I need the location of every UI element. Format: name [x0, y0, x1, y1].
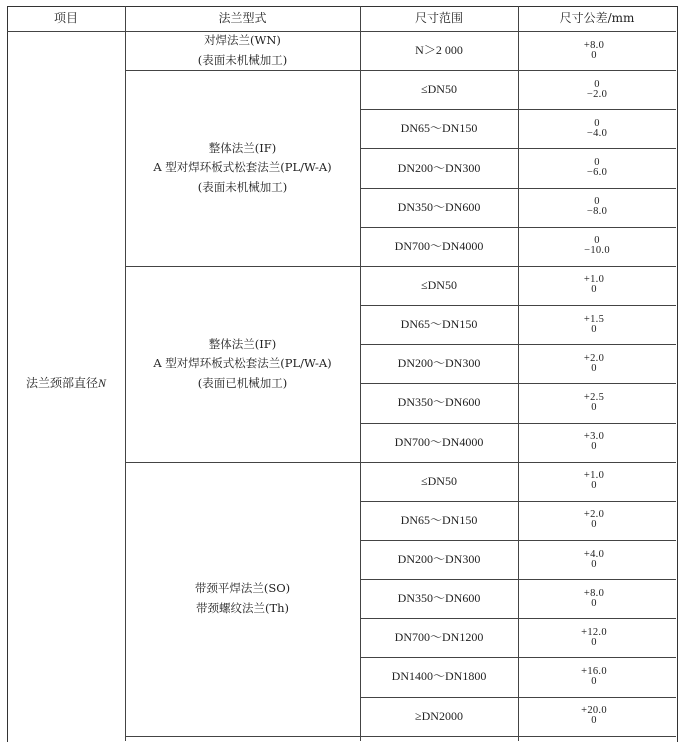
- tolerance-cell: [518, 344, 676, 383]
- tolerance-upper: +16.0: [581, 665, 607, 677]
- flange-type-line: A 型对焊环板式松套法兰(PL/W-A): [153, 356, 332, 371]
- flange-type-line: 带颈螺纹法兰(Th): [195, 600, 290, 615]
- flange-type-line: A 型对焊环板式松套法兰(PL/W-A): [153, 160, 332, 175]
- tolerance-cell: [518, 501, 676, 540]
- tolerance-cell: [518, 305, 676, 344]
- size-range-cell: DN200～DN300: [397, 356, 481, 371]
- flange-type-line: 带颈平焊法兰(SO): [194, 581, 291, 596]
- tolerance-upper: +2.0: [583, 352, 605, 364]
- size-range-cell: DN700～DN1200: [394, 630, 484, 645]
- size-range-cell: DN350～DN600: [397, 199, 481, 214]
- flange-type-line: (表面未机械加工): [197, 52, 288, 67]
- flange-type-line: 整体法兰(IF): [208, 336, 277, 351]
- size-range-cell: DN1400～DN1800: [391, 669, 487, 684]
- tolerance-lower: −4.0: [586, 127, 608, 139]
- header-size-range: 尺寸范围: [414, 11, 463, 25]
- size-range-cell: DN350～DN600: [397, 395, 481, 410]
- flange-type-line: (表面已机械加工): [197, 375, 288, 390]
- tolerance-cell: [518, 227, 676, 266]
- tolerance-lower: 0: [591, 284, 597, 296]
- size-range-cell: N＞2 000: [415, 43, 463, 58]
- tolerance-cell: [518, 70, 676, 109]
- size-range-cell: DN200～DN300: [397, 160, 481, 175]
- flange-type-cell: [125, 266, 360, 462]
- item-label: 法兰颈部直径: [25, 375, 98, 390]
- flange-type-line: 整体法兰(IF): [208, 140, 277, 155]
- tolerance-upper: +1.0: [583, 274, 605, 286]
- tolerance-cell: [518, 148, 676, 187]
- tolerance-cell: [518, 657, 676, 696]
- tolerance-upper: 0: [594, 117, 600, 129]
- flange-type-cell: [125, 70, 360, 266]
- tolerance-lower: 0: [591, 323, 597, 335]
- size-range-cell: ≤DN50: [421, 473, 457, 488]
- size-range-cell: DN350～DN600: [397, 591, 481, 606]
- item-symbol: N: [98, 375, 107, 390]
- tolerance-upper: +2.5: [583, 391, 605, 403]
- size-range-cell: ≥DN2000: [415, 708, 463, 723]
- tolerance-cell: [518, 579, 676, 618]
- tolerance-upper: +1.0: [583, 470, 605, 482]
- tolerance-upper: 0: [594, 157, 600, 168]
- tolerance-upper: +2.0: [583, 509, 605, 521]
- tolerance-lower: 0: [591, 49, 597, 61]
- header-tolerance: 尺寸公差/mm: [559, 11, 635, 25]
- size-range-cell: DN700～DN4000: [394, 238, 484, 253]
- tolerance-lower: 0: [591, 715, 597, 727]
- tolerance-upper: +8.0: [583, 587, 605, 599]
- size-range-cell: DN200～DN300: [397, 552, 481, 566]
- tolerance-lower: 0: [591, 362, 597, 374]
- tolerance-upper: +12.0: [581, 626, 607, 638]
- tolerance-cell: [518, 383, 676, 422]
- tolerance-lower: 0: [591, 519, 597, 531]
- flange-type-cell: [125, 462, 360, 736]
- header-flange-type: 法兰型式: [218, 11, 267, 25]
- tolerance-lower: 0: [591, 597, 597, 609]
- size-range-cell: DN700～DN4000: [394, 434, 484, 449]
- size-range-cell: ≤DN50: [421, 277, 457, 292]
- tolerance-upper: +20.0: [581, 705, 607, 717]
- tolerance-lower: 0: [591, 441, 597, 453]
- tolerance-upper: 0: [594, 78, 600, 90]
- size-range-cell: ≤DN50: [421, 82, 457, 97]
- tolerance-lower: −10.0: [584, 245, 610, 257]
- tolerance-lower: −2.0: [586, 88, 608, 100]
- tolerance-cell: [518, 109, 676, 148]
- tolerance-lower: 0: [591, 480, 597, 492]
- tolerance-upper: +4.0: [583, 548, 605, 560]
- header-item: 项目: [53, 11, 78, 25]
- tolerance-cell: [518, 540, 676, 579]
- flange-type-line: 对焊法兰(WN): [204, 33, 281, 48]
- tolerance-upper: +8.0: [583, 39, 605, 51]
- tolerance-upper: 0: [594, 196, 600, 208]
- tolerance-upper: +3.0: [583, 431, 605, 443]
- tolerance-upper: +1.5: [583, 313, 605, 325]
- tolerance-lower: −8.0: [586, 206, 608, 218]
- tolerance-lower: 0: [591, 558, 597, 570]
- flange-type-cell: [125, 31, 360, 70]
- tolerance-lower: −6.0: [586, 167, 608, 178]
- tolerance-cell: [518, 697, 676, 736]
- tolerance-upper: 0: [594, 235, 600, 247]
- size-range-cell: DN65～DN150: [400, 317, 478, 332]
- flange-type-line: (表面未机械加工): [197, 179, 288, 194]
- tolerance-cell: [518, 618, 676, 657]
- tolerance-lower: 0: [591, 401, 597, 413]
- tolerance-cell: [518, 462, 676, 501]
- size-range-cell: DN65～DN150: [400, 121, 478, 136]
- size-range-cell: DN65～DN150: [400, 512, 478, 527]
- row-divider: [125, 736, 676, 737]
- tolerance-cell: [518, 31, 676, 70]
- tolerance-cell: [518, 266, 676, 305]
- item-cell: [7, 31, 125, 735]
- tolerance-cell: [518, 423, 676, 462]
- tolerance-lower: 0: [591, 636, 597, 648]
- tolerance-cell: [518, 188, 676, 227]
- tolerance-lower: 0: [591, 675, 597, 687]
